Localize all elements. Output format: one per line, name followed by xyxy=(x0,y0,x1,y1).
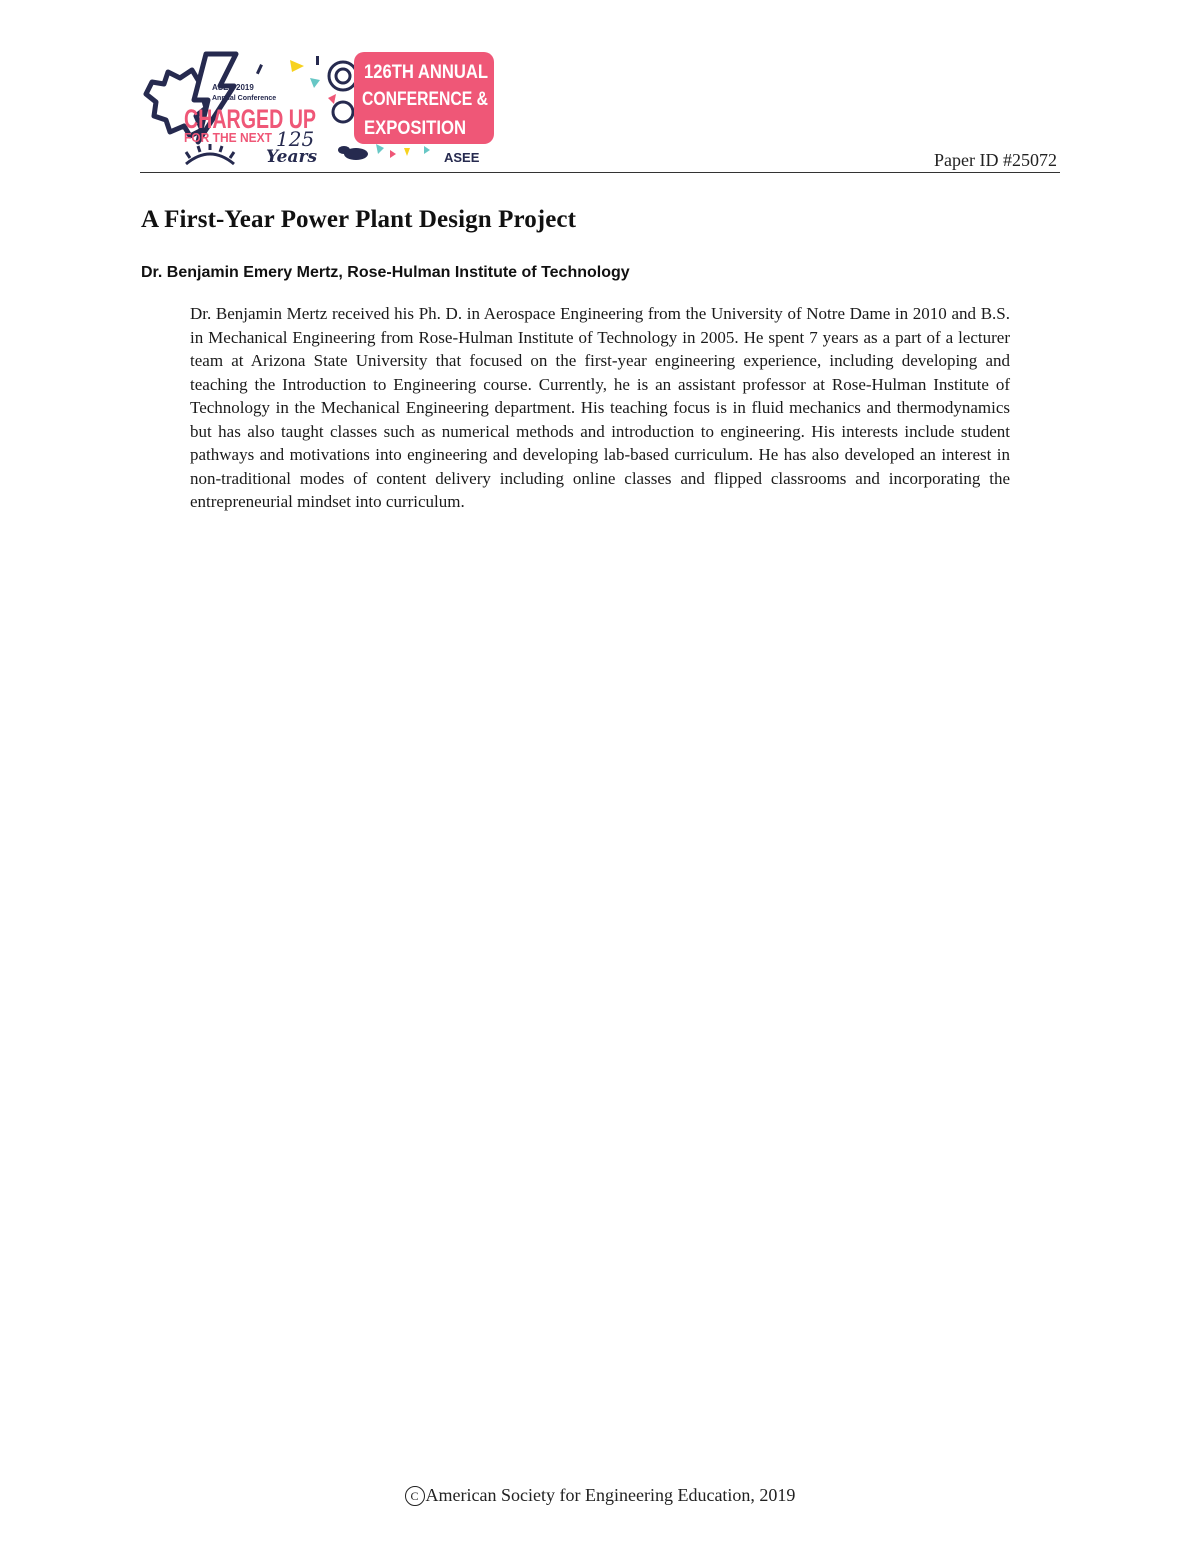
conference-logo xyxy=(140,50,500,172)
logo-banner-line-1: 126TH ANNUAL xyxy=(364,62,489,83)
author-bio: Dr. Benjamin Mertz received his Ph. D. in Aerospace Engineering from the University of Notre Dame in 2010 and B.S. in Mechanical Engineering from Rose-Hulman Institute of Technology in 2005. He spent 7 years as a part of a lecturer team at Arizona State University that focused on the first-year engineering experience, including developing and teaching the Introduction to Engineering course. Currently, he is an assistant professor at Rose-Hulman Institute of Technology in the Mechanical Engineering department. His teaching focus is in fluid mechanics and thermodynamics but has also taught classes such as numerical methods and introduction to engineering. His interests include student pathways and motivations into engineering and developing lab-based curriculum. He has also developed an interest in non-traditional modes of content delivery including online classes and flipped classrooms and incorporating the entrepreneurial mindset into curriculum. xyxy=(190,304,1010,511)
author-line: Dr. Benjamin Emery Mertz, Rose-Hulman Institute of Technology xyxy=(141,264,630,281)
header-divider xyxy=(140,172,1060,173)
logo-years-number: 125 xyxy=(276,127,315,151)
logo-event-sublabel: Annual Conference xyxy=(212,95,277,102)
paper-title: A First-Year Power Plant Design Project xyxy=(141,206,577,233)
logo-banner-line-2: CONFERENCE & xyxy=(362,89,489,110)
logo-tagline-main: CHARGED UP xyxy=(184,104,316,134)
dial-icon xyxy=(329,62,357,122)
leaf-decoration xyxy=(338,146,368,160)
logo-event-label: ASEE 2019 xyxy=(212,83,254,92)
logo-org-mark: ASEE xyxy=(444,150,480,165)
copyright-icon: C xyxy=(405,1486,425,1506)
logo-tagline-sub: FOR THE NEXT xyxy=(184,130,273,145)
logo-years-word: Years xyxy=(266,147,318,167)
gear-arc-icon xyxy=(186,144,234,164)
logo-banner-line-3: EXPOSITION xyxy=(364,118,466,139)
copyright-text: American Society for Engineering Education, 2019 xyxy=(425,1485,796,1505)
paper-id: Paper ID #25072 xyxy=(934,150,1057,170)
copyright-footer xyxy=(0,1485,1200,1506)
